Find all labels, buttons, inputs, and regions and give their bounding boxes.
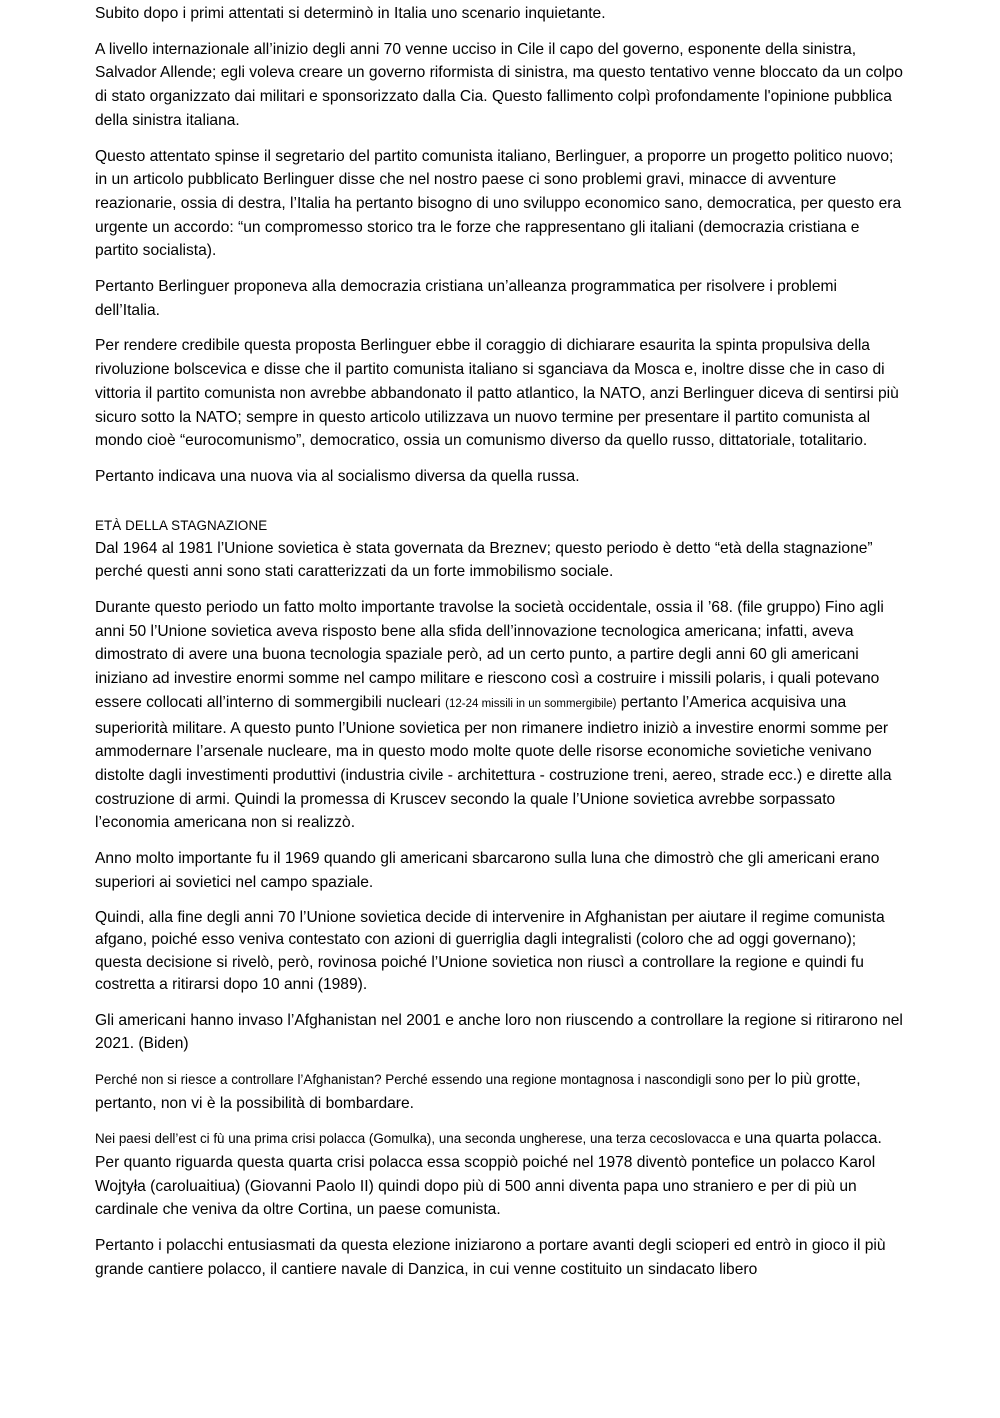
paragraph (95, 1127, 905, 1222)
paragraph: Gli americani hanno invaso l’Afghanistan nel 2001 e anche loro non riuscendo a controllare la regione si ritirarono nel 2021. (Biden) (95, 1011, 903, 1053)
paragraph: Per rendere credibile questa proposta Berlinguer ebbe il coraggio di dichiarare esaurita la spinta propulsiva della rivoluzione bolscevica e disse che il partito comunista italiano si sganciava da Mosca e, inoltre disse che in caso di vittoria il partito comunista non avrebbe abbandonato il patto atlantico, la NATO, anzi Berlinguer diceva di sentirsi più sicuro sotto la NATO; sempre in questo articolo utilizzava un nuovo termine per presentare il partito comunista al mondo cioè “eurocomunismo”, democratico, ossia un comunismo diverso da quello russo, dittatoriale, totalitario. (95, 337, 899, 450)
paragraph-text: pertanto l’America acquisiva una superiorità militare. A questo punto l’Unione sovietica per non rimanere indietro iniziò a investire enormi somme per ammodernare l’arsenale nucleare, ma in questo modo molte quote delle risorse economiche sovietiche venivano distolte dagli investimenti produttivi (industria civile - architettura - costruzione treni, aereo, strade ecc.) e dirette alla costruzione di armi. Quindi la promessa di Kruscev secondo la quale l’Unione sovietica avrebbe sorpassato l’economia americana non si realizzò. (95, 693, 892, 832)
paragraph: Anno molto importante fu il 1969 quando gli americani sbarcarono sulla luna che dimostrò che gli americani erano superiori ai sovietici nel campo spaziale. (95, 850, 880, 891)
document-page (95, 2, 905, 1294)
paragraph: Quindi, alla fine degli anni 70 l’Unione sovietica decide di intervenire in Afghanistan per aiutare il regime comunista afgano, poiché esso veniva contestato con azioni di guerriglia dagli integralisti (coloro che ad oggi governano); questa decisione si rivelò, però, rovinosa poiché l’Unione sovietica non riuscì a controllare la regione e quindi fu costretta a ritirarsi dopo 10 anni (1989). (95, 908, 885, 993)
paragraph-text: una quarta polacca. Per quanto riguarda questa quarta crisi polacca essa scoppiò poiché nel 1978 diventò pontefice un polacco Karol Wojtyła (caroluaitiua) (Giovanni Paolo II) quindi dopo più di 500 anni diventa papa uno straniero e per di più un cardinale che veniva da oltre Cortina, un paese comunista. (95, 1130, 882, 1219)
paragraph-text-small: Nei paesi dell’est ci fù una prima crisi polacca (Gomulka), una seconda ungherese, una terza cecoslovacca e (95, 1131, 745, 1147)
paragraph: Questo attentato spinse il segretario del partito comunista italiano, Berlinguer, a proporre un progetto politico nuovo; in un articolo pubblicato Berlinguer disse che nel nostro paese ci sono problemi gravi, minacce di avventure reazionarie, ossia di destra, l’Italia ha pertanto bisogno di uno sviluppo economico sano, democratica, per questo era urgente un accordo: “un compromesso storico tra le forze che rappresentano gli italiani (democrazia cristiana e partito socialista). (95, 147, 902, 260)
paragraph: Subito dopo i primi attentati si determinò in Italia uno scenario inquietante. (95, 5, 606, 22)
paragraph: Pertanto indicava una nuova via al socialismo diversa da quella russa. (95, 467, 580, 485)
paragraph: Dal 1964 al 1981 l’Unione sovietica è stata governata da Breznev; questo periodo è detto “età della stagnazione” perché questi anni sono stati caratterizzati da un forte immobilismo sociale. (95, 539, 873, 581)
footnote-note: (12-24 missili in un sommergibile) (445, 697, 617, 710)
paragraph: Pertanto Berlinguer proponeva alla democrazia cristiana un’alleanza programmatica per risolvere i problemi dell’Italia. (95, 278, 837, 319)
paragraph: A livello internazionale all’inizio degli anni 70 venne ucciso in Cile il capo del governo, esponente della sinistra, Salvador Allende; egli voleva creare un governo riformista di sinistra, ma questo tentativo venne bloccato da un colpo di stato organizzato dai militari e sponsorizzato dalla Cia. Questo fallimento colpì profondamente l'opinione pubblica della sinistra italiana. (95, 40, 903, 129)
section-heading: ETÀ DELLA STAGNAZIONE (95, 517, 268, 533)
paragraph: Pertanto i polacchi entusiasmati da questa elezione iniziarono a portare avanti degli scioperi ed entrò in gioco il più grande cantiere polacco, il cantiere navale di Danzica, in cui venne costituito un sindacato libero (95, 1237, 886, 1278)
paragraph (95, 1068, 905, 1115)
paragraph-text: Durante questo periodo un fatto molto importante travolse la società occidentale, ossia il ’68. (file gruppo) Fino agli anni 50 l’Unione sovietica aveva risposto bene alla sfida dell’innovazione tecnologica americana; infatti, aveva dimostrato di avere una buona tecnologia spaziale però, ad un certo punto, a partire degli anni 60 gli americani iniziano ad investire enormi somme nel campo militare e riescono così a costruire i missili polaris, i quali potevano essere collocati all’interno di sommergibili nucleari (95, 599, 884, 711)
paragraph (95, 596, 905, 835)
paragraph-text-small: Perché non si riesce a controllare l’Afghanistan? Perché essendo una regione montagnosa i nascondigli sono (95, 1071, 748, 1087)
paragraph-text: per lo più grotte, pertanto, non vi è la possibilità di bombardare. (95, 1070, 861, 1112)
